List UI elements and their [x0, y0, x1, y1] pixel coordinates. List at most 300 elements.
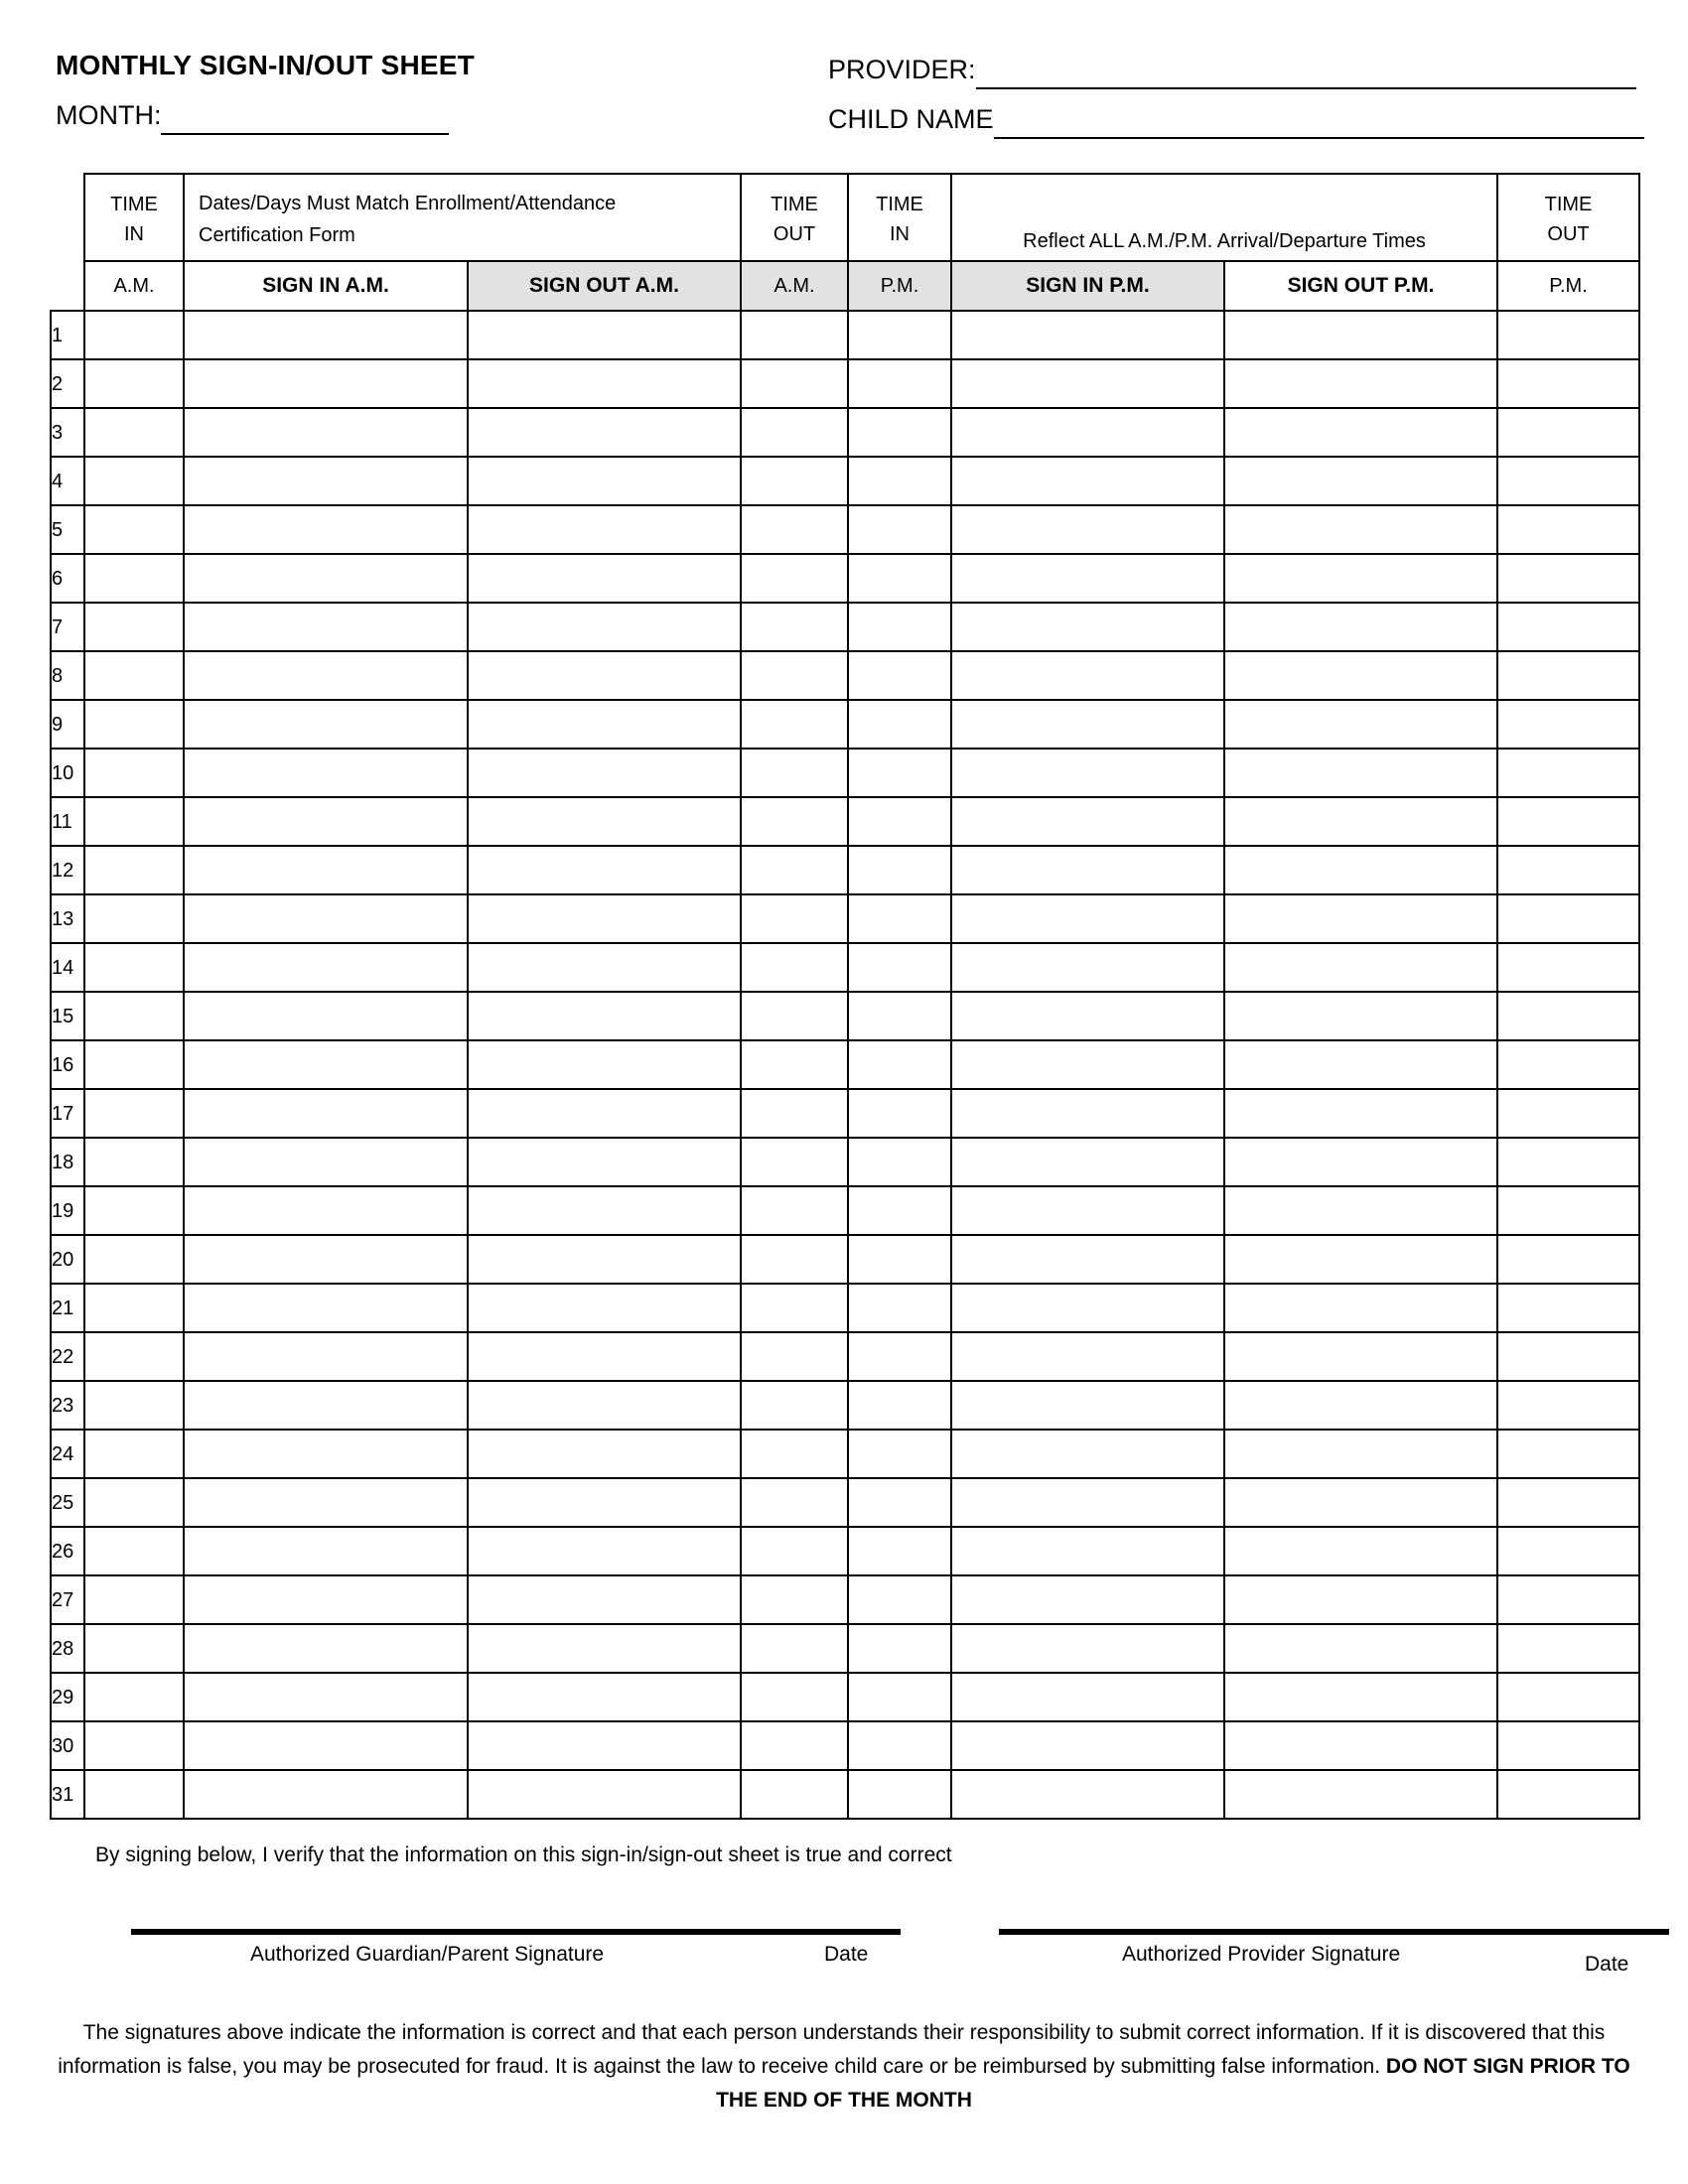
cell-am-in[interactable]: [84, 457, 184, 505]
cell-am-out[interactable]: [741, 1089, 848, 1138]
cell-sign-out-am[interactable]: [468, 1235, 741, 1284]
row-number: 27: [51, 1575, 84, 1624]
cell-sign-out-am[interactable]: [468, 943, 741, 992]
cell-am-in[interactable]: [84, 1138, 184, 1186]
cell-pm-in[interactable]: [848, 1186, 951, 1235]
cell-sign-in-pm[interactable]: [951, 1040, 1224, 1089]
cell-pm-in[interactable]: [848, 846, 951, 894]
cell-sign-in-pm[interactable]: [951, 408, 1224, 457]
cell-sign-in-pm[interactable]: [951, 1430, 1224, 1478]
cell-sign-out-am[interactable]: [468, 1527, 741, 1575]
cell-am-out[interactable]: [741, 1235, 848, 1284]
table-row: [51, 700, 1639, 749]
cell-pm-in[interactable]: [848, 992, 951, 1040]
cell-sign-in-am[interactable]: [184, 554, 468, 603]
cell-sign-in-pm[interactable]: [951, 1770, 1224, 1819]
cell-pm-out[interactable]: [1497, 408, 1639, 457]
child-name-field[interactable]: [828, 99, 1634, 139]
cell-pm-out[interactable]: [1497, 1089, 1639, 1138]
cell-sign-in-am[interactable]: [184, 700, 468, 749]
table-row: [51, 943, 1639, 992]
cell-sign-out-am[interactable]: [468, 1186, 741, 1235]
cell-pm-in[interactable]: [848, 505, 951, 554]
cell-pm-in[interactable]: [848, 1138, 951, 1186]
cell-pm-in[interactable]: [848, 1624, 951, 1673]
cell-am-in[interactable]: [84, 1040, 184, 1089]
cell-am-out[interactable]: [741, 846, 848, 894]
cell-pm-out[interactable]: [1497, 749, 1639, 797]
row-number: 2: [51, 359, 84, 408]
cell-pm-out[interactable]: [1497, 1721, 1639, 1770]
cell-am-in[interactable]: [84, 749, 184, 797]
cell-am-in[interactable]: [84, 1527, 184, 1575]
cell-sign-out-am[interactable]: [468, 1721, 741, 1770]
cell-sign-in-pm[interactable]: [951, 651, 1224, 700]
cell-am-in[interactable]: [84, 1284, 184, 1332]
row-number: 23: [51, 1381, 84, 1430]
cell-am-out[interactable]: [741, 408, 848, 457]
cell-pm-out[interactable]: [1497, 1527, 1639, 1575]
cell-am-out[interactable]: [741, 1527, 848, 1575]
cell-sign-out-pm[interactable]: [1224, 1381, 1497, 1430]
cell-am-out[interactable]: [741, 1624, 848, 1673]
cell-sign-out-pm[interactable]: [1224, 1770, 1497, 1819]
cell-pm-in[interactable]: [848, 408, 951, 457]
cell-pm-in[interactable]: [848, 1089, 951, 1138]
cell-sign-in-pm[interactable]: [951, 1721, 1224, 1770]
cell-am-in[interactable]: [84, 1332, 184, 1381]
cell-sign-out-am[interactable]: [468, 457, 741, 505]
cell-am-out[interactable]: [741, 554, 848, 603]
cell-sign-in-pm[interactable]: [951, 1575, 1224, 1624]
cell-am-out[interactable]: [741, 651, 848, 700]
cell-sign-in-am[interactable]: [184, 1478, 468, 1527]
cell-sign-in-pm[interactable]: [951, 1673, 1224, 1721]
cell-sign-out-am[interactable]: [468, 1575, 741, 1624]
cell-am-out[interactable]: [741, 1138, 848, 1186]
cell-am-out[interactable]: [741, 1575, 848, 1624]
header-sign-out-pm: SIGN OUT P.M.: [1224, 261, 1497, 311]
cell-pm-in[interactable]: [848, 1673, 951, 1721]
cell-sign-out-pm[interactable]: [1224, 992, 1497, 1040]
cell-pm-out[interactable]: [1497, 1673, 1639, 1721]
cell-pm-out[interactable]: [1497, 1284, 1639, 1332]
cell-am-in[interactable]: [84, 603, 184, 651]
row-number: 30: [51, 1721, 84, 1770]
cell-sign-out-pm[interactable]: [1224, 1624, 1497, 1673]
cell-sign-in-am[interactable]: [184, 1332, 468, 1381]
cell-sign-in-am[interactable]: [184, 943, 468, 992]
cell-pm-out[interactable]: [1497, 1478, 1639, 1527]
cell-pm-in[interactable]: [848, 554, 951, 603]
table-row: [51, 1089, 1639, 1138]
cell-sign-in-am[interactable]: [184, 505, 468, 554]
cell-pm-in[interactable]: [848, 943, 951, 992]
cell-sign-out-am[interactable]: [468, 505, 741, 554]
cell-sign-in-am[interactable]: [184, 1186, 468, 1235]
cell-sign-in-am[interactable]: [184, 1089, 468, 1138]
cell-sign-in-am[interactable]: [184, 651, 468, 700]
row-number: 17: [51, 1089, 84, 1138]
cell-pm-out[interactable]: [1497, 457, 1639, 505]
guardian-signature-label: Authorized Guardian/Parent Signature: [250, 1943, 605, 1966]
cell-pm-in[interactable]: [848, 603, 951, 651]
cell-sign-in-am[interactable]: [184, 846, 468, 894]
cell-sign-in-am[interactable]: [184, 408, 468, 457]
cell-sign-out-am[interactable]: [468, 554, 741, 603]
cell-sign-in-am[interactable]: [184, 1721, 468, 1770]
cell-pm-in[interactable]: [848, 359, 951, 408]
cell-sign-out-pm[interactable]: [1224, 1235, 1497, 1284]
cell-sign-out-am[interactable]: [468, 311, 741, 359]
header-time-in-am: TIME IN: [84, 174, 184, 261]
cell-sign-in-pm[interactable]: [951, 359, 1224, 408]
cell-pm-out[interactable]: [1497, 1186, 1639, 1235]
cell-sign-in-pm[interactable]: [951, 992, 1224, 1040]
cell-sign-out-am[interactable]: [468, 1284, 741, 1332]
cell-pm-in[interactable]: [848, 797, 951, 846]
cell-am-in[interactable]: [84, 1478, 184, 1527]
cell-sign-out-pm[interactable]: [1224, 1138, 1497, 1186]
cell-sign-in-pm[interactable]: [951, 894, 1224, 943]
cell-sign-out-pm[interactable]: [1224, 359, 1497, 408]
cell-pm-out[interactable]: [1497, 943, 1639, 992]
cell-am-out[interactable]: [741, 797, 848, 846]
cell-am-out[interactable]: [741, 505, 848, 554]
cell-sign-out-am[interactable]: [468, 846, 741, 894]
cell-sign-in-am[interactable]: [184, 749, 468, 797]
cell-sign-out-pm[interactable]: [1224, 1575, 1497, 1624]
cell-sign-in-pm[interactable]: [951, 1332, 1224, 1381]
cell-sign-in-am[interactable]: [184, 1770, 468, 1819]
row-number: 11: [51, 797, 84, 846]
cell-pm-out[interactable]: [1497, 505, 1639, 554]
table-row: [51, 1284, 1639, 1332]
cell-am-in[interactable]: [84, 1624, 184, 1673]
cell-sign-out-pm[interactable]: [1224, 505, 1497, 554]
cell-sign-in-am[interactable]: [184, 1527, 468, 1575]
cell-pm-in[interactable]: [848, 700, 951, 749]
cell-am-in[interactable]: [84, 311, 184, 359]
cell-sign-in-pm[interactable]: [951, 1186, 1224, 1235]
table-row: [51, 457, 1639, 505]
header-am-in: A.M.: [84, 261, 184, 311]
cell-pm-out[interactable]: [1497, 554, 1639, 603]
legal-disclaimer: [58, 2016, 1631, 2117]
cell-sign-in-am[interactable]: [184, 1040, 468, 1089]
cell-am-out[interactable]: [741, 1673, 848, 1721]
cell-sign-out-am[interactable]: [468, 894, 741, 943]
cell-sign-in-pm[interactable]: [951, 797, 1224, 846]
row-number: 4: [51, 457, 84, 505]
row-number: 5: [51, 505, 84, 554]
cell-sign-in-pm[interactable]: [951, 311, 1224, 359]
cell-sign-in-am[interactable]: [184, 1575, 468, 1624]
header-sign-in-am: SIGN IN A.M.: [184, 261, 468, 311]
cell-sign-out-am[interactable]: [468, 1381, 741, 1430]
provider-input-rule[interactable]: [976, 62, 1636, 89]
cell-sign-out-pm[interactable]: [1224, 846, 1497, 894]
cell-sign-in-pm[interactable]: [951, 846, 1224, 894]
cell-pm-in[interactable]: [848, 1527, 951, 1575]
cell-sign-out-am[interactable]: [468, 1673, 741, 1721]
cell-am-in[interactable]: [84, 846, 184, 894]
cell-pm-in[interactable]: [848, 1381, 951, 1430]
cell-sign-out-pm[interactable]: [1224, 1721, 1497, 1770]
cell-am-in[interactable]: [84, 651, 184, 700]
cell-sign-in-pm[interactable]: [951, 1138, 1224, 1186]
cell-sign-out-pm[interactable]: [1224, 651, 1497, 700]
cell-sign-out-pm[interactable]: [1224, 749, 1497, 797]
cell-sign-in-pm[interactable]: [951, 554, 1224, 603]
cell-pm-in[interactable]: [848, 311, 951, 359]
cell-sign-in-pm[interactable]: [951, 1527, 1224, 1575]
cell-am-out[interactable]: [741, 1770, 848, 1819]
cell-sign-out-pm[interactable]: [1224, 457, 1497, 505]
cell-pm-out[interactable]: [1497, 1332, 1639, 1381]
table-row: [51, 749, 1639, 797]
cell-sign-out-pm[interactable]: [1224, 408, 1497, 457]
cell-sign-in-am[interactable]: [184, 797, 468, 846]
cell-pm-out[interactable]: [1497, 797, 1639, 846]
cell-sign-in-pm[interactable]: [951, 1381, 1224, 1430]
cell-sign-out-pm[interactable]: [1224, 1673, 1497, 1721]
row-number: 12: [51, 846, 84, 894]
cell-am-out[interactable]: [741, 1040, 848, 1089]
cell-sign-out-am[interactable]: [468, 1040, 741, 1089]
header-sign-out-am: SIGN OUT A.M.: [468, 261, 741, 311]
header-pm-in: P.M.: [848, 261, 951, 311]
provider-signature-line[interactable]: [999, 1929, 1669, 1935]
cell-pm-out[interactable]: [1497, 1430, 1639, 1478]
cell-sign-in-am[interactable]: [184, 992, 468, 1040]
cell-sign-in-am[interactable]: [184, 311, 468, 359]
header-am-out: A.M.: [741, 261, 848, 311]
disclaimer-bold-warning: DO NOT SIGN PRIOR TO THE END OF THE MONTH: [716, 2055, 1630, 2112]
cell-pm-in[interactable]: [848, 1332, 951, 1381]
cell-sign-in-am[interactable]: [184, 1673, 468, 1721]
cell-sign-in-am[interactable]: [184, 1138, 468, 1186]
header-reflect-note: Reflect ALL A.M./P.M. Arrival/Departure Times: [951, 174, 1497, 261]
cell-sign-in-am[interactable]: [184, 359, 468, 408]
header-time-in-pm: TIME IN: [848, 174, 951, 261]
cell-pm-out[interactable]: [1497, 1381, 1639, 1430]
provider-field[interactable]: [828, 50, 1634, 89]
cell-pm-in[interactable]: [848, 1430, 951, 1478]
cell-am-out[interactable]: [741, 1186, 848, 1235]
cell-sign-in-pm[interactable]: [951, 603, 1224, 651]
cell-pm-out[interactable]: [1497, 1138, 1639, 1186]
disclaimer-text: The signatures above indicate the information is correct and that each person understands their responsibility to submit correct information. If it is discovered that this information is false, you may be prosecuted for fraud. It is against the law to receive child care or be reimbursed by submitting false information.: [58, 2021, 1606, 2078]
cell-sign-in-am[interactable]: [184, 1235, 468, 1284]
cell-sign-in-am[interactable]: [184, 894, 468, 943]
cell-pm-in[interactable]: [848, 749, 951, 797]
cell-sign-in-pm[interactable]: [951, 1624, 1224, 1673]
cell-sign-out-pm[interactable]: [1224, 311, 1497, 359]
cell-sign-out-am[interactable]: [468, 603, 741, 651]
provider-label: PROVIDER:: [828, 55, 976, 84]
cell-pm-in[interactable]: [848, 1040, 951, 1089]
cell-am-out[interactable]: [741, 1284, 848, 1332]
row-number: 6: [51, 554, 84, 603]
month-label: MONTH:: [56, 100, 162, 130]
cell-am-in[interactable]: [84, 1186, 184, 1235]
cell-am-in[interactable]: [84, 1430, 184, 1478]
cell-pm-out[interactable]: [1497, 846, 1639, 894]
cell-am-out[interactable]: [741, 311, 848, 359]
cell-sign-out-pm[interactable]: [1224, 1527, 1497, 1575]
cell-pm-in[interactable]: [848, 1478, 951, 1527]
table-row: [51, 1575, 1639, 1624]
cell-sign-out-pm[interactable]: [1224, 1089, 1497, 1138]
cell-am-in[interactable]: [84, 1721, 184, 1770]
cell-sign-out-pm[interactable]: [1224, 797, 1497, 846]
cell-am-in[interactable]: [84, 408, 184, 457]
cell-pm-in[interactable]: [848, 1284, 951, 1332]
cell-sign-out-am[interactable]: [468, 651, 741, 700]
cell-sign-in-am[interactable]: [184, 1624, 468, 1673]
cell-sign-out-am[interactable]: [468, 1138, 741, 1186]
month-field[interactable]: [56, 95, 790, 135]
cell-am-in[interactable]: [84, 1575, 184, 1624]
cell-am-out[interactable]: [741, 700, 848, 749]
cell-sign-out-pm[interactable]: [1224, 1040, 1497, 1089]
cell-pm-out[interactable]: [1497, 1624, 1639, 1673]
row-number: 25: [51, 1478, 84, 1527]
table-row: [51, 1721, 1639, 1770]
cell-sign-out-pm[interactable]: [1224, 700, 1497, 749]
cell-sign-out-pm[interactable]: [1224, 943, 1497, 992]
cell-sign-out-am[interactable]: [468, 700, 741, 749]
table-row: [51, 311, 1639, 359]
cell-am-in[interactable]: [84, 554, 184, 603]
cell-sign-out-am[interactable]: [468, 1770, 741, 1819]
cell-sign-out-am[interactable]: [468, 749, 741, 797]
cell-sign-out-pm[interactable]: [1224, 1478, 1497, 1527]
cell-sign-in-pm[interactable]: [951, 1478, 1224, 1527]
cell-am-out[interactable]: [741, 1721, 848, 1770]
cell-am-in[interactable]: [84, 1673, 184, 1721]
table-row: [51, 359, 1639, 408]
page-title: MONTHLY SIGN-IN/OUT SHEET: [56, 50, 475, 80]
cell-pm-out[interactable]: [1497, 1040, 1639, 1089]
cell-sign-out-pm[interactable]: [1224, 894, 1497, 943]
cell-am-in[interactable]: [84, 1381, 184, 1430]
cell-sign-out-pm[interactable]: [1224, 554, 1497, 603]
cell-am-out[interactable]: [741, 1478, 848, 1527]
cell-sign-out-pm[interactable]: [1224, 1186, 1497, 1235]
cell-pm-out[interactable]: [1497, 1575, 1639, 1624]
cell-pm-out[interactable]: [1497, 359, 1639, 408]
cell-pm-out[interactable]: [1497, 992, 1639, 1040]
cell-sign-in-pm[interactable]: [951, 1284, 1224, 1332]
row-number: 20: [51, 1235, 84, 1284]
cell-am-in[interactable]: [84, 1235, 184, 1284]
cell-sign-out-am[interactable]: [468, 1624, 741, 1673]
cell-sign-out-am[interactable]: [468, 1478, 741, 1527]
cell-pm-in[interactable]: [848, 1770, 951, 1819]
cell-am-in[interactable]: [84, 700, 184, 749]
cell-am-out[interactable]: [741, 1332, 848, 1381]
cell-pm-in[interactable]: [848, 457, 951, 505]
cell-am-out[interactable]: [741, 943, 848, 992]
cell-sign-in-pm[interactable]: [951, 505, 1224, 554]
cell-pm-in[interactable]: [848, 651, 951, 700]
cell-pm-out[interactable]: [1497, 894, 1639, 943]
cell-am-out[interactable]: [741, 603, 848, 651]
cell-pm-in[interactable]: [848, 1575, 951, 1624]
provider-signature-label: Authorized Provider Signature: [1122, 1943, 1401, 1966]
cell-am-in[interactable]: [84, 797, 184, 846]
cell-am-in[interactable]: [84, 505, 184, 554]
row-number: 19: [51, 1186, 84, 1235]
cell-pm-in[interactable]: [848, 894, 951, 943]
cell-am-in[interactable]: [84, 1089, 184, 1138]
cell-am-in[interactable]: [84, 1770, 184, 1819]
cell-am-out[interactable]: [741, 1430, 848, 1478]
cell-sign-out-am[interactable]: [468, 1332, 741, 1381]
child-name-input-rule[interactable]: [994, 111, 1644, 139]
cell-am-out[interactable]: [741, 749, 848, 797]
cell-sign-in-pm[interactable]: [951, 1235, 1224, 1284]
cell-sign-out-am[interactable]: [468, 408, 741, 457]
row-number: 22: [51, 1332, 84, 1381]
cell-pm-out[interactable]: [1497, 603, 1639, 651]
cell-sign-out-pm[interactable]: [1224, 1430, 1497, 1478]
table-row: [51, 797, 1639, 846]
cell-pm-out[interactable]: [1497, 311, 1639, 359]
cell-sign-in-pm[interactable]: [951, 749, 1224, 797]
cell-pm-out[interactable]: [1497, 700, 1639, 749]
cell-am-in[interactable]: [84, 943, 184, 992]
cell-sign-out-am[interactable]: [468, 1089, 741, 1138]
cell-pm-out[interactable]: [1497, 1770, 1639, 1819]
cell-am-in[interactable]: [84, 894, 184, 943]
table-row: [51, 1138, 1639, 1186]
cell-am-out[interactable]: [741, 1381, 848, 1430]
cell-am-out[interactable]: [741, 894, 848, 943]
cell-sign-in-pm[interactable]: [951, 700, 1224, 749]
cell-am-out[interactable]: [741, 457, 848, 505]
cell-sign-in-pm[interactable]: [951, 457, 1224, 505]
cell-sign-in-am[interactable]: [184, 603, 468, 651]
cell-am-out[interactable]: [741, 359, 848, 408]
cell-pm-out[interactable]: [1497, 651, 1639, 700]
cell-sign-in-am[interactable]: [184, 1381, 468, 1430]
cell-sign-out-am[interactable]: [468, 1430, 741, 1478]
cell-sign-in-pm[interactable]: [951, 1089, 1224, 1138]
cell-pm-out[interactable]: [1497, 1235, 1639, 1284]
cell-am-out[interactable]: [741, 992, 848, 1040]
cell-sign-out-am[interactable]: [468, 992, 741, 1040]
cell-sign-in-am[interactable]: [184, 1430, 468, 1478]
cell-am-in[interactable]: [84, 992, 184, 1040]
cell-sign-in-am[interactable]: [184, 457, 468, 505]
cell-am-in[interactable]: [84, 359, 184, 408]
cell-pm-in[interactable]: [848, 1235, 951, 1284]
cell-sign-out-am[interactable]: [468, 359, 741, 408]
cell-sign-in-am[interactable]: [184, 1284, 468, 1332]
month-input-rule[interactable]: [161, 107, 449, 135]
cell-sign-out-pm[interactable]: [1224, 1284, 1497, 1332]
table-row: [51, 505, 1639, 554]
cell-sign-in-pm[interactable]: [951, 943, 1224, 992]
cell-sign-out-am[interactable]: [468, 797, 741, 846]
cell-sign-out-pm[interactable]: [1224, 1332, 1497, 1381]
cell-sign-out-pm[interactable]: [1224, 603, 1497, 651]
cell-pm-in[interactable]: [848, 1721, 951, 1770]
guardian-signature-line[interactable]: [131, 1929, 901, 1935]
